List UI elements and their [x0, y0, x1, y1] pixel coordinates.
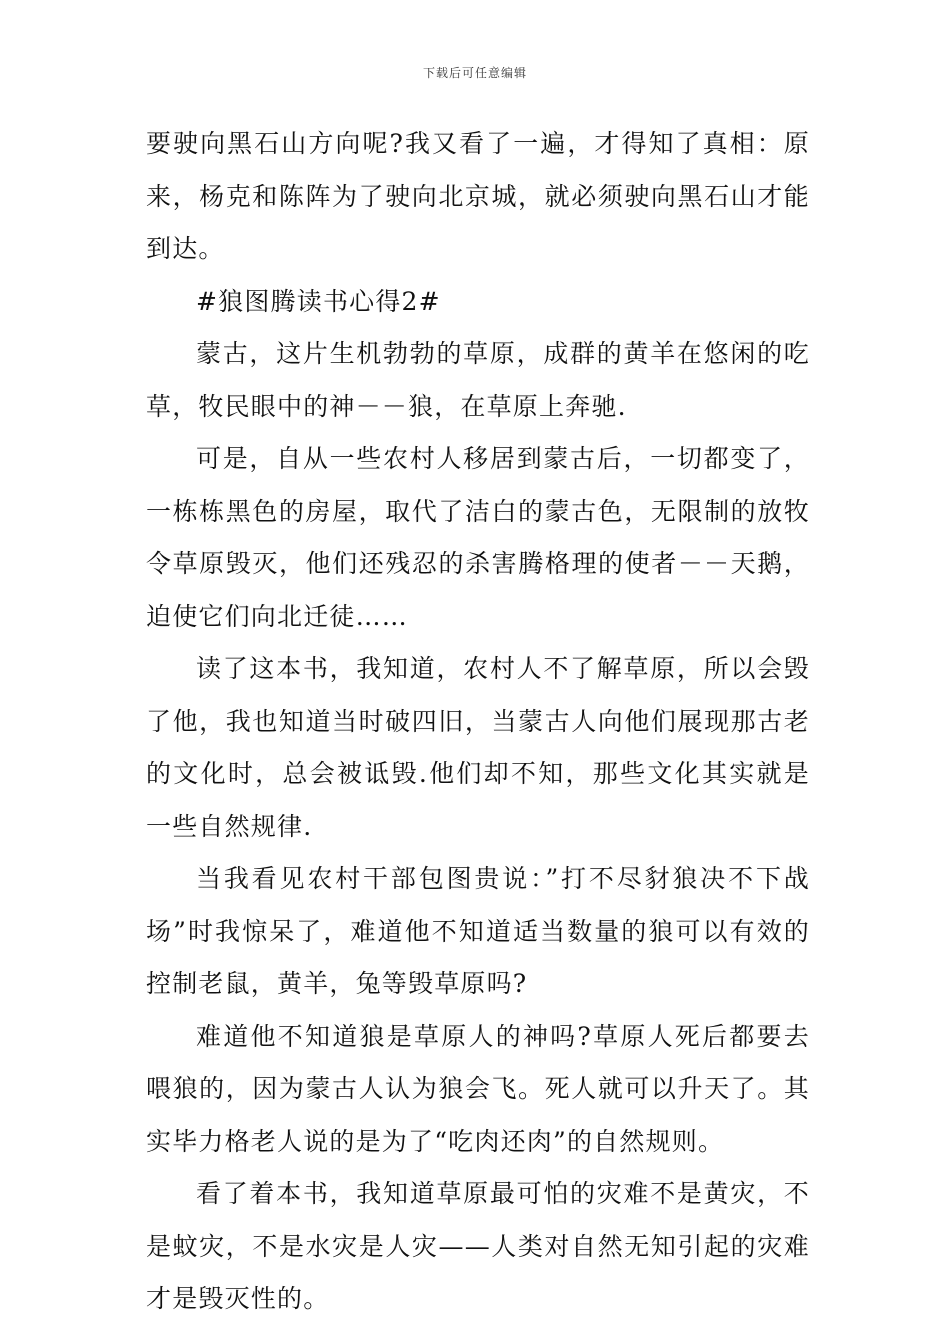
- paragraph-4: 读了这本书，我知道，农村人不了解草原，所以会毁了他，我也知道当时破四旧，当蒙古人向他们展现那古老的文化时，总会被诋毁.他们却不知，那些文化其实就是一些自然规律.: [146, 654, 810, 841]
- paragraph-3: 可是，自从一些农村人移居到蒙古后，一切都变了，一栋栋黑色的房屋，取代了洁白的蒙古色，无限制的放牧令草原毁灭，他们还残忍的杀害腾格理的使者－－天鹅，迫使它们向北迁徒……: [146, 444, 810, 631]
- paragraph-1: 要驶向黑石山方向呢?我又看了一遍，才得知了真相：原来，杨克和陈阵为了驶向北京城，就必须驶向黑石山才能到达。: [146, 129, 810, 263]
- page-header: 下载后可任意编辑: [422, 66, 527, 80]
- paragraph-6: 难道他不知道狼是草原人的神吗?草原人死后都要去喂狼的，因为蒙古人认为狼会飞。死人就可以升天了。其实毕力格老人说的是为了“吃肉还肉”的自然规则。: [146, 1021, 810, 1156]
- paragraph-2: 蒙古，这片生机勃勃的草原，成群的黄羊在悠闲的吃草，牧民眼中的神－－狼，在草原上奔驰.: [146, 339, 810, 421]
- paragraph-7: 看了着本书，我知道草原最可怕的灾难不是黄灾，不是蚊灾，不是水灾是人灾——人类对自然无知引起的灾难才是毁灭性的。: [146, 1179, 810, 1313]
- section-heading: #狼图腾读书心得2#: [196, 286, 441, 316]
- paragraph-5: 当我看见农村干部包图贵说：”打不尽豺狼决不下战场”时我惊呆了，难道他不知道适当数量的狼可以有效的控制老鼠，黄羊，兔等毁草原吗?: [146, 864, 810, 998]
- document-body: [146, 118, 810, 1326]
